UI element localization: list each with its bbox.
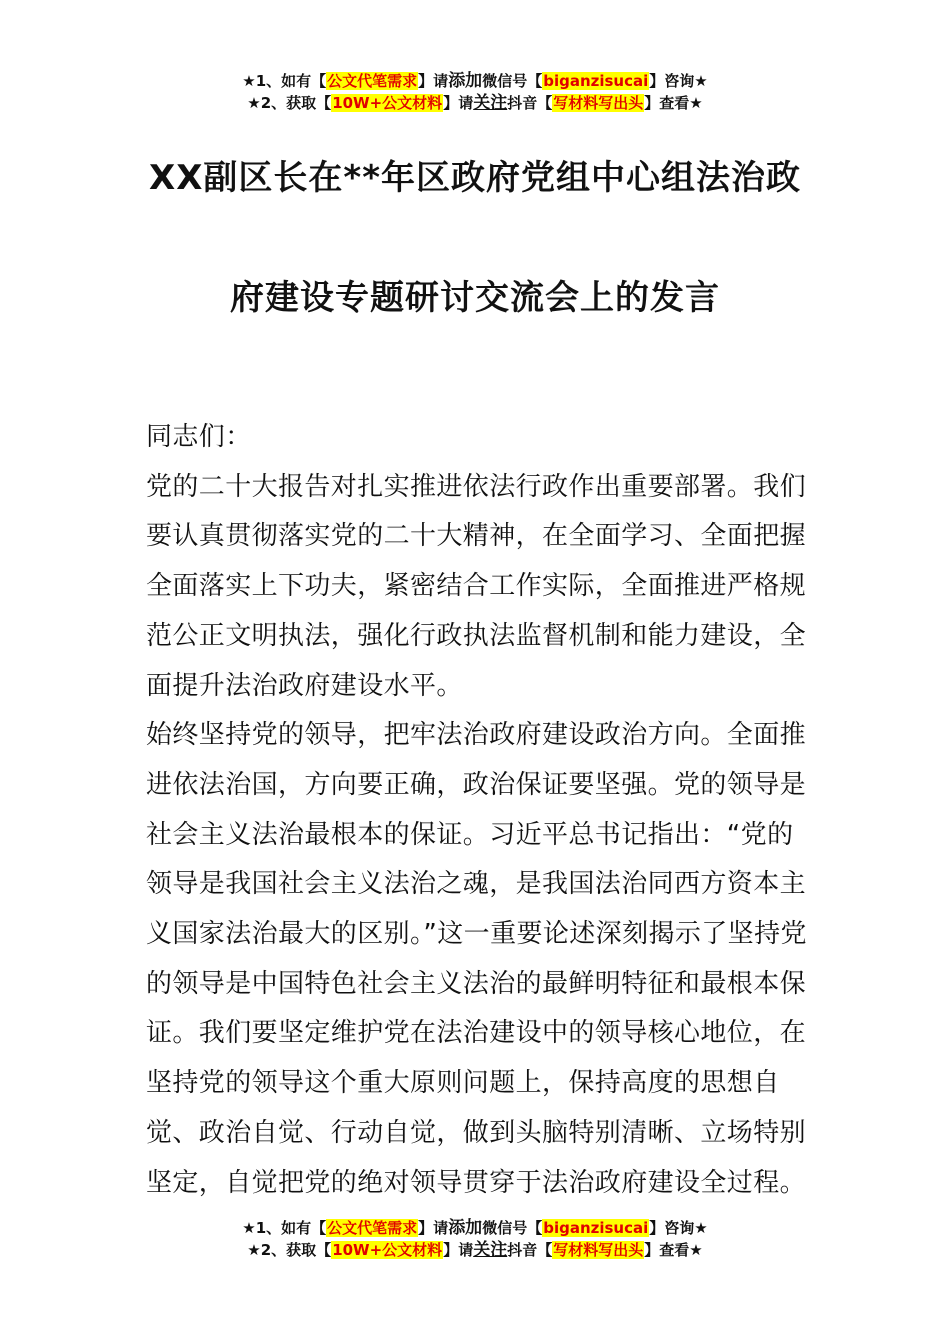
footer-banner	[0, 1217, 950, 1261]
banner-line-1: ★1、如有【公文代笔需求】请添加微信号【biganzisucai】咨询★	[242, 71, 708, 91]
highlight-materials: 10W+公文材料	[332, 1241, 443, 1259]
salutation: 同志们：	[146, 422, 252, 452]
paragraph: 始终坚持党的领导，把牢法治政府建设政治方向。全面推进依法治国，方向要正确，政治保证要坚强。党的领导是社会主义法治最根本的保证。习近平总书记指出：“党的领导是我国社会主义法治之魂，是我国法治同西方资本主义国家法治最大的区别。”这一重要论述深刻揭示了坚持党的领导是中国特色社会主义法治的最鲜明特征和最根本保证。我们要坚定维护党在法治建设中的领导核心地位，在坚持党的领导这个重大原则问题上，保持高度的思想自觉、政治自觉、行动自觉，做到头脑特别清晰、立场特别坚定，自觉把党的绝对领导贯穿于法治政府建设全过程。	[146, 720, 807, 1198]
document-body	[146, 413, 810, 1208]
highlight-service: 公文代笔需求	[327, 1219, 418, 1237]
banner-line-1: ★1、如有【公文代笔需求】请添加微信号【biganzisucai】咨询★	[242, 1218, 708, 1238]
highlight-douyin: 写材料写出头	[553, 94, 644, 112]
document-title-line-2: 府建设专题研讨交流会上的发言	[230, 278, 720, 318]
highlight-service: 公文代笔需求	[327, 72, 418, 90]
highlight-douyin: 写材料写出头	[553, 1241, 644, 1259]
highlight-wechat-id: biganzisucai	[543, 1219, 649, 1237]
highlight-wechat-id: biganzisucai	[543, 72, 649, 90]
header-banner	[0, 70, 950, 114]
paragraph: 党的二十大报告对扎实推进依法行政作出重要部署。我们要认真贯彻落实党的二十大精神，在全面学习、全面把握全面落实上下功夫，紧密结合工作实际，全面推进严格规范公正文明执法，强化行政执法监督机制和能力建设，全面提升法治政府建设水平。	[146, 471, 807, 701]
banner-line-2: ★2、获取【10W+公文材料】请关注抖音【写材料写出头】查看★	[247, 1240, 703, 1260]
document-title-line-1: XX副区长在**年区政府党组中心组法治政	[149, 158, 801, 198]
banner-line-2: ★2、获取【10W+公文材料】请关注抖音【写材料写出头】查看★	[247, 93, 703, 113]
highlight-materials: 10W+公文材料	[332, 94, 443, 112]
